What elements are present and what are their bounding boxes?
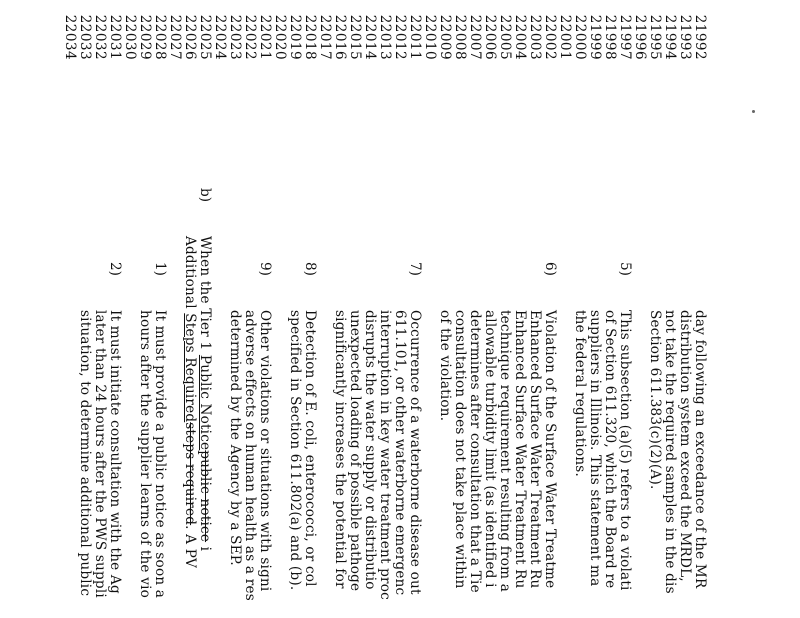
paragraph-line: Other violations or situations with signi: [257, 310, 273, 592]
line-number: 22033: [77, 14, 93, 60]
line-number: 22000: [572, 14, 588, 60]
line-number: 22003: [527, 14, 543, 60]
text-run: i: [197, 542, 213, 552]
paragraph-line: suppliers in Illinois. This statement ma: [587, 310, 603, 587]
line-number: 22011: [407, 14, 423, 60]
paragraph-line: 611.101, or other waterborne emergenc: [392, 310, 408, 596]
line-number: 22002: [542, 14, 558, 60]
paragraph-line: of Section 611.320, which the Board re: [602, 310, 618, 589]
line-number: 22032: [92, 14, 108, 60]
line-number: 22025: [197, 14, 213, 60]
paragraph-line-amended: [197, 236, 213, 551]
text-run: . A PV: [182, 525, 198, 569]
line-number: 22028: [152, 14, 168, 60]
line-number: 22007: [467, 14, 483, 60]
line-number: 22010: [422, 14, 438, 60]
paragraph-line: Occurrence of a waterborne disease out: [407, 310, 423, 595]
line-number: 21999: [587, 14, 603, 60]
paragraph-line: unexpected loading of possible pathoge: [347, 310, 363, 592]
paragraph-line: This subsection (a)(5) refers to a violati: [617, 310, 633, 591]
paragraph-line: hours after the supplier learns of the vio: [137, 310, 153, 599]
line-number: 22016: [332, 14, 348, 60]
paragraph-line: distribution system exceed the MRDL,: [677, 310, 693, 582]
paragraph-line-amended: [182, 236, 198, 568]
line-number: 22031: [107, 14, 123, 60]
item-marker: 2): [107, 262, 123, 276]
paragraph-line: Enhanced Surface Water Treatment Ru: [527, 310, 543, 589]
line-number: 21996: [632, 14, 648, 60]
line-number: 22004: [512, 14, 528, 60]
line-number: 22029: [137, 14, 153, 60]
line-number: 22017: [317, 14, 333, 60]
line-number: 22030: [122, 14, 138, 60]
line-number: 22027: [167, 14, 183, 60]
line-number: 21992: [692, 14, 708, 60]
paragraph-line: the federal regulations.: [572, 310, 588, 477]
line-number: 22022: [242, 14, 258, 60]
line-number: 22012: [392, 14, 408, 60]
paragraph-line: allowable turbidity limit (as identified i: [482, 310, 498, 588]
paragraph-line: determined by the Agency by a SEP.: [227, 310, 243, 566]
line-number: 21994: [662, 14, 678, 60]
paragraph-line: interruption in key water treatment proc: [377, 310, 393, 600]
text-run: Additional: [182, 236, 198, 314]
line-number: 22020: [272, 14, 288, 60]
paragraph-line: specified in Section 611.802(a) and (b).: [287, 310, 303, 591]
line-number: 22014: [362, 14, 378, 60]
line-number: 22015: [347, 14, 363, 60]
paragraph-line: later than 24 hours after the PWS suppli: [92, 310, 108, 598]
line-number: 22005: [497, 14, 513, 60]
item-marker: 5): [617, 262, 633, 276]
paragraph-line: Section 611.383(c)(2)(A).: [647, 310, 663, 490]
paragraph-line: It must provide a public notice as soon a: [152, 310, 168, 599]
paragraph-line: Detection of E. coli, enterococci, or col: [302, 310, 318, 587]
line-number: 22009: [437, 14, 453, 60]
deleted-text: public notice: [197, 450, 213, 543]
paragraph-line: technique requirement resulting from a: [497, 310, 513, 593]
line-number: 22021: [257, 14, 273, 60]
paragraph-line: adverse effects on human health as a res: [242, 310, 258, 601]
paragraph-line: of the violation.: [437, 310, 453, 422]
line-number: 21998: [602, 14, 618, 60]
line-number: 21995: [647, 14, 663, 60]
paragraph-line: Enhanced Surface Water Treatment Ru: [512, 310, 528, 589]
paragraph-line: consultation does not take place within: [452, 310, 468, 589]
deleted-text: steps required: [182, 422, 198, 526]
line-number: 21997: [617, 14, 633, 60]
inserted-text: Public Notice: [197, 354, 213, 451]
line-number: 22026: [182, 14, 198, 60]
line-number: 22006: [482, 14, 498, 60]
item-marker: 8): [302, 262, 318, 276]
line-number: 22008: [452, 14, 468, 60]
paragraph-line: disrupts the water supply or distributio: [362, 310, 378, 590]
paragraph-line: significantly increases the potential for: [332, 310, 348, 589]
item-marker: 9): [257, 262, 273, 276]
paragraph-line: Violation of the Surface Water Treatme: [542, 310, 558, 589]
paragraph-line: day following an exceedance of the MR: [692, 310, 708, 589]
inserted-text: Steps Required: [182, 313, 198, 423]
paragraph-line: determines after consultation that a Tie: [467, 310, 483, 593]
line-number: 22013: [377, 14, 393, 60]
line-number: 22023: [227, 14, 243, 60]
paragraph-line: not take the required samples in the dis: [662, 310, 678, 594]
line-number: 22034: [62, 14, 78, 60]
item-marker: 1): [152, 262, 168, 276]
text-run: When the Tier 1: [197, 236, 213, 355]
line-number: 22024: [212, 14, 228, 60]
paragraph-line: situation, to determine additional public: [77, 310, 93, 597]
line-number: 22018: [302, 14, 318, 60]
item-marker: 7): [407, 262, 423, 276]
item-marker: 6): [542, 262, 558, 276]
line-number: 22019: [287, 14, 303, 60]
line-number: 22001: [557, 14, 573, 60]
paragraph-line: It must initiate consultation with the Ag: [107, 310, 123, 594]
subsection-marker: b): [197, 188, 213, 203]
line-number: 21993: [677, 14, 693, 60]
